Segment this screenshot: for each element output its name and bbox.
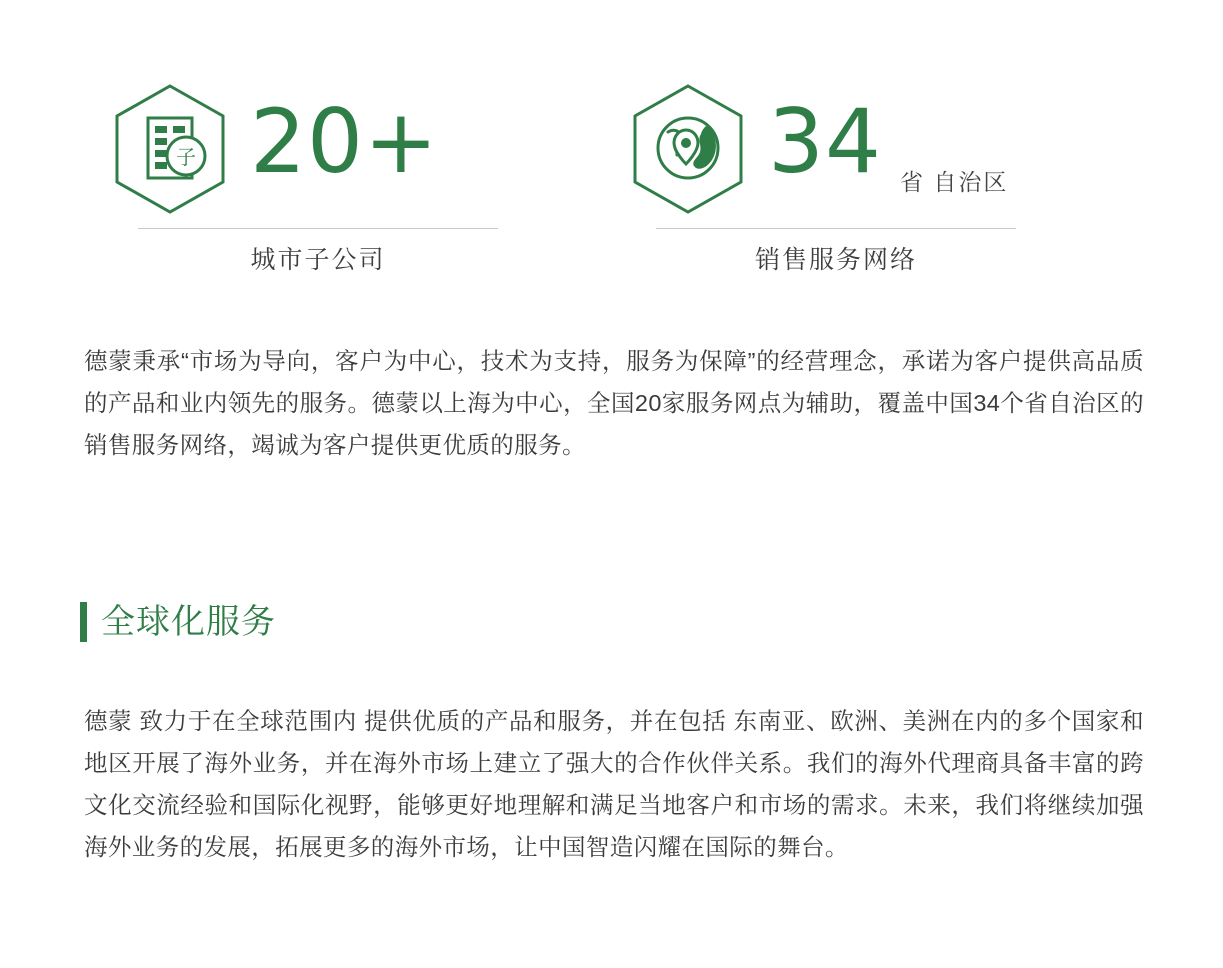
statistics-row <box>0 78 1223 278</box>
stat-block-subsidiaries <box>110 78 530 278</box>
stat-unit: 省 自治区 <box>900 169 1009 195</box>
svg-text:子: 子 <box>176 145 196 169</box>
stat-number: 34 <box>768 90 882 193</box>
intro-paragraph: 德蒙秉承“市场为导向，客户为中心，技术为支持，服务为保障”的经营理念，承诺为客户提供高品质的产品和业内领先的服务。德蒙以上海为中心，全国20家服务网点为辅助，覆盖中国34个省自治区的销售服务网络，竭诚为客户提供更优质的服务。 <box>84 348 1144 458</box>
stat-divider <box>656 228 1016 229</box>
stat-caption: 城市子公司 <box>250 246 386 274</box>
stat-block-service-network <box>628 78 1048 278</box>
stat-divider <box>138 228 498 229</box>
globe-location-pin-icon <box>628 82 748 216</box>
global-service-paragraph: 德蒙 致力于在全球范围内 提供优质的产品和服务，并在包括 东南亚、欧洲、美洲在内的多个国家和地区开展了海外业务，并在海外市场上建立了强大的合作伙伴关系。我们的海外代理商具备丰富的跨文化交流经验和国际化视野，能够更好地理解和满足当地客户和市场的需求。未来，我们将继续加强海外业务的发展，拓展更多的海外市场，让中国智造闪耀在国际的舞台。 <box>84 708 1144 860</box>
stat-number: 20+ <box>250 90 439 193</box>
section-heading-global-service <box>80 598 276 646</box>
stat-caption: 销售服务网络 <box>754 246 917 274</box>
building-document-icon <box>110 82 230 216</box>
section-title: 全球化服务 <box>101 603 276 641</box>
section-accent-bar <box>80 602 87 642</box>
